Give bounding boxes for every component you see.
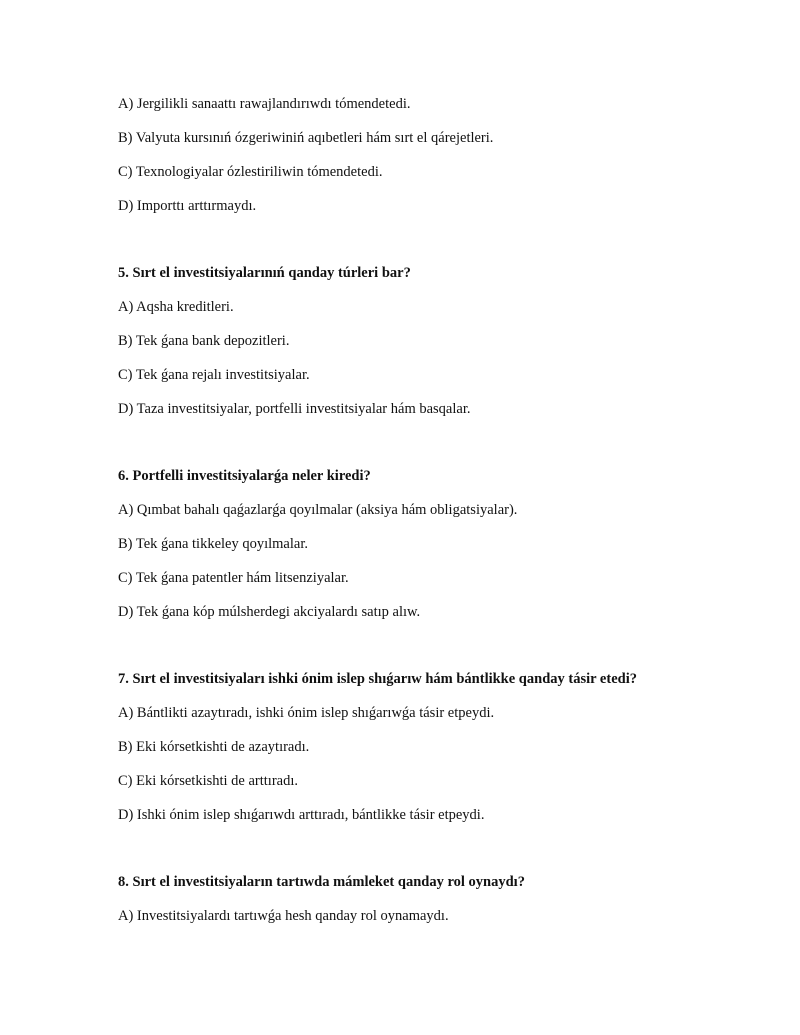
q8-option-a: A) Investitsiyalardı tartıwǵa hesh qanday rol oynamaydı. <box>118 908 449 924</box>
q5-option-d: D) Taza investitsiyalar, portfelli investitsiyalar hám basqalar. <box>118 401 471 417</box>
q5-question: 5. Sırt el investitsiyalarınıń qanday túrleri bar? <box>118 265 411 281</box>
q5-option-a: A) Aqsha kreditleri. <box>118 299 234 315</box>
q4-option-c: C) Texnologiyalar ózlestiriliwin tómendetedi. <box>118 164 383 180</box>
q7-option-c: C) Eki kórsetkishti de arttıradı. <box>118 773 299 789</box>
q4-option-d: D) Importtı arttırmaydı. <box>118 198 257 214</box>
q5-option-b: B) Tek ǵana bank depozitleri. <box>118 333 290 349</box>
q6-option-d: D) Tek ǵana kóp múlsherdegi akciyalardı satıp alıw. <box>118 604 421 620</box>
q6-question: 6. Portfelli investitsiyalarǵa neler kiredi? <box>118 468 371 484</box>
q4-option-b: B) Valyuta kursınıń ózgeriwiniń aqıbetleri hám sırt el qárejetleri. <box>118 130 494 146</box>
q7-option-a: A) Bántlikti azaytıradı, ishki ónim islep shıǵarıwǵa tásir etpeydi. <box>118 705 495 721</box>
q7-question: 7. Sırt el investitsiyaları ishki ónim islep shıǵarıw hám bántlikke qanday tásir etedi? <box>118 671 637 687</box>
q6-option-a: A) Qımbat bahalı qaǵazlarǵa qoyılmalar (aksiya hám obligatsiyalar). <box>118 502 518 518</box>
q6-option-b: B) Tek ǵana tikkeley qoyılmalar. <box>118 536 308 552</box>
q6-option-c: C) Tek ǵana patentler hám litsenziyalar. <box>118 570 349 586</box>
q5-option-c: C) Tek ǵana rejalı investitsiyalar. <box>118 367 310 383</box>
q7-option-b: B) Eki kórsetkishti de azaytıradı. <box>118 739 310 755</box>
q4-option-a: A) Jergilikli sanaattı rawajlandırıwdı tómendetedi. <box>118 96 411 112</box>
q8-question: 8. Sırt el investitsiyaların tartıwda mámleket qanday rol oynaydı? <box>118 874 525 890</box>
q7-option-d: D) Ishki ónim islep shıǵarıwdı arttıradı, bántlikke tásir etpeydi. <box>118 807 485 823</box>
